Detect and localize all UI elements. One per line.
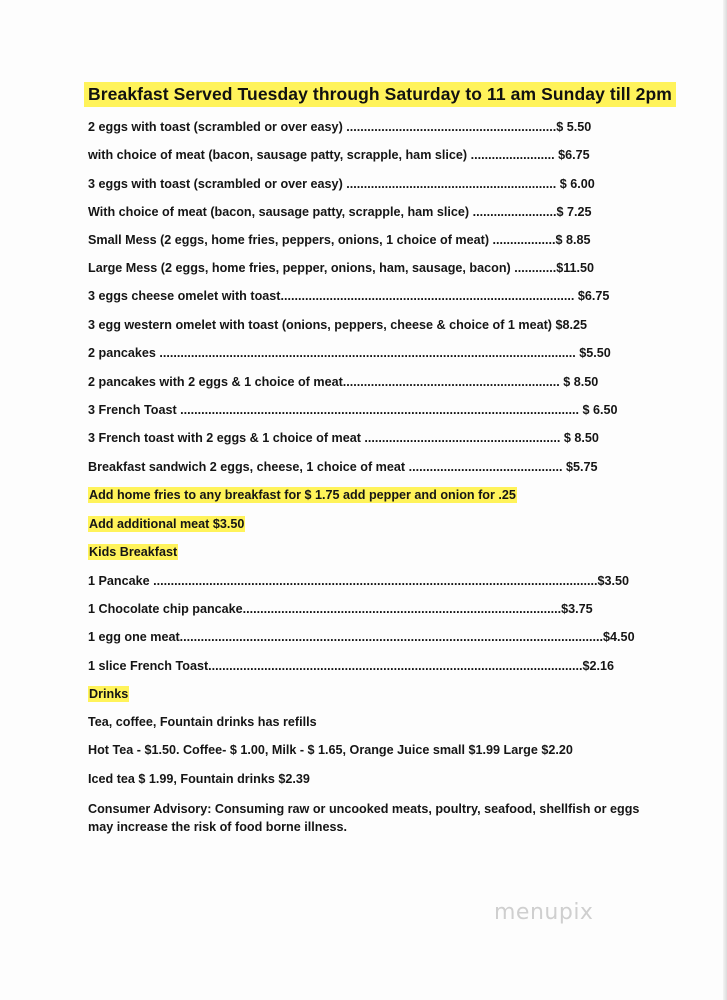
kids-heading: Kids Breakfast (89, 545, 178, 559)
drinks-heading: Drinks (89, 687, 129, 701)
menu-item: With choice of meat (bacon, sausage patty, scrapple, ham slice) ........................$ 7.25 (88, 205, 592, 219)
menu-item: Small Mess (2 eggs, home fries, peppers, onions, 1 choice of meat) ..................$ 8.85 (88, 233, 591, 247)
addon-line (88, 517, 245, 531)
menu-item: 3 eggs with toast (scrambled or over easy) ............................................................ $ 6.00 (88, 177, 595, 191)
scan-edge (723, 0, 727, 1000)
addon-line (88, 488, 517, 502)
drinks-heading-line (88, 687, 129, 701)
menu-item: 2 pancakes ....................................................................................................................... $5.50 (88, 346, 611, 360)
kids-item: 1 Pancake ...............................................................................................................................$3.50 (88, 574, 629, 588)
kids-item: 1 slice French Toast...........................................................................................................$2.16 (88, 659, 615, 673)
menu-title: Breakfast Served Tuesday through Saturday to 11 am Sunday till 2pm (84, 82, 676, 107)
menu-item: 3 French Toast .................................................................................................................. $ 6.50 (88, 403, 618, 417)
drinks-line: Tea, coffee, Fountain drinks has refills (88, 715, 317, 729)
menu-item: Large Mess (2 eggs, home fries, pepper, onions, ham, sausage, bacon) ............$11.50 (88, 261, 595, 275)
drinks-line: Hot Tea - $1.50. Coffee- $ 1.00, Milk - $ 1.65, Orange Juice small $1.99 Large $2.20 (88, 743, 573, 757)
menu-item: 2 eggs with toast (scrambled or over easy) ............................................................$ 5.50 (88, 120, 592, 134)
kids-heading-line (88, 545, 178, 559)
menu-item: 3 eggs cheese omelet with toast.................................................................................... $6.75 (88, 289, 610, 303)
menu-item: 3 French toast with 2 eggs & 1 choice of meat ........................................................ $ 8.50 (88, 431, 599, 445)
consumer-advisory: Consumer Advisory: Consuming raw or uncooked meats, poultry, seafood, shellfish or eggs may increase the risk of food borne illness. (88, 802, 640, 834)
menu-item: with choice of meat (bacon, sausage patty, scrapple, ham slice) ........................ $6.75 (88, 148, 590, 162)
menu-item: 2 pancakes with 2 eggs & 1 choice of meat.............................................................. $ 8.50 (88, 375, 599, 389)
addon-home-fries: Add home fries to any breakfast for $ 1.75 add pepper and onion for .25 (89, 488, 516, 502)
menu-item: Breakfast sandwich 2 eggs, cheese, 1 choice of meat ............................................ $5.75 (88, 460, 598, 474)
drinks-line: Iced tea $ 1.99, Fountain drinks $2.39 (88, 772, 310, 786)
addon-meat: Add additional meat $3.50 (89, 517, 245, 531)
kids-item: 1 egg one meat.........................................................................................................................$4.50 (88, 630, 635, 644)
watermark: menupix (494, 900, 594, 925)
menu-item: 3 egg western omelet with toast (onions, peppers, cheese & choice of 1 meat) $8.25 (88, 318, 587, 332)
kids-item: 1 Chocolate chip pancake...........................................................................................$3.75 (88, 602, 593, 616)
